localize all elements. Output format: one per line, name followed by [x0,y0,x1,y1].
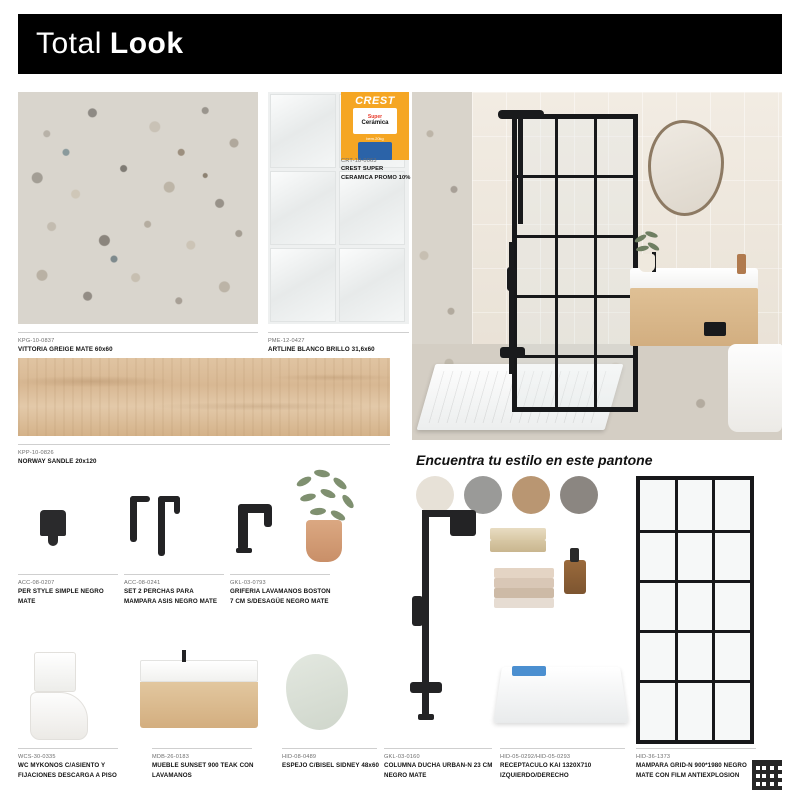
divider-3 [18,444,390,445]
crest-badge-top: Super [367,114,383,121]
product-code: GKL-03-0793 [230,580,266,586]
label-block-crest [341,157,411,183]
label-block-perchas [124,579,224,607]
render-plant [632,232,662,272]
product-code: KPG-10-0837 [18,338,55,344]
product-code: PME-12-0427 [268,338,305,344]
product-image-wc-mykonos [26,648,121,743]
pantone-swatch-4 [560,476,598,514]
render-soap-dispenser [737,254,746,274]
page-title-bold: Look [109,27,184,60]
label-block-wc [18,753,123,781]
product-code: ACC-08-0241 [124,580,161,586]
divider-1 [18,332,258,333]
product-image-mampara-grid-n [636,476,766,748]
render-hand-shower [507,267,516,291]
mueble-tap-icon [182,650,186,662]
product-code: ACC-08-0207 [18,580,55,586]
divider-2 [268,332,409,333]
product-desc: ARTLINE BLANCO BRILLO 31,6x60 [268,346,375,354]
product-desc: MUEBLE SUNSET 900 TEAK CON LAVAMANOS [152,762,254,779]
product-desc: RECEPTACULO KAI 1320X710 IZQUIERDO/DERECHO [500,762,592,779]
label-block-mampara [636,753,756,781]
mampara-panel [636,476,754,744]
product-code: HID-36-1373 [636,754,671,760]
crest-badge [353,108,397,134]
product-image-mueble-sunset [140,648,265,743]
page-title-light: Total [36,27,102,60]
label-block-vittoria [18,337,258,355]
render-glass-screen [512,114,638,412]
divider-p6 [152,748,252,749]
product-code: WCS-30-0335 [18,754,56,760]
crest-badge-bottom: Cerámica [361,120,389,127]
label-block-mueble [152,753,257,781]
product-desc: NORWAY SANDLE 20x120 [18,458,97,466]
product-code: HID-05-0292/HID-05-0293 [500,754,571,760]
divider-p2 [124,574,224,575]
pantone-title: Encuentra tu estilo en este pantone [416,452,653,468]
label-block-receptaculo [500,753,628,781]
decor-olive-plant [286,468,396,588]
crest-promo-box [341,92,409,160]
product-desc: CREST SUPER CERAMICA PROMO 10% [341,166,411,182]
pantone-swatch-3 [512,476,550,514]
divider-p10 [636,748,756,749]
product-image-espejo-sidney [274,648,369,743]
product-desc: GRIFERIA LAVAMANOS BOSTON 7 CM S/DESAGÜE NEGRO MATE [230,588,331,605]
product-image-receptaculo-kai [498,646,628,741]
product-code: CRT-18-0063 [341,158,377,164]
product-desc: WC MYKONOS C/ASIENTO Y FIJACIONES DESCARGA A PISO [18,762,117,779]
product-desc: VITTORIA GREIGE MATE 60x60 [18,346,113,354]
product-code: HID-08-0489 [282,754,317,760]
crest-brand: CREST [355,95,395,107]
render-toilet [728,344,782,432]
product-image-per-style-hook [18,490,113,568]
product-desc: ESPEJO C/BISEL SIDNEY 48x60 [282,762,380,770]
decor-towels-and-soap [490,520,610,630]
tile-sample-vittoria-greige [18,92,258,324]
product-image-set-2-perchas [124,490,219,568]
qr-code-icon [752,760,782,790]
label-block-norway [18,449,268,467]
divider-p7 [282,748,377,749]
product-code: KPP-10-0826 [18,450,54,456]
product-desc: MAMPARA GRID-N 900*1980 NEGRO MATE CON FILM ANTIEXPLOSION [636,762,747,779]
product-code: GKL-03-0160 [384,754,420,760]
product-code: MDB-26-0183 [152,754,190,760]
render-shower-arm [518,116,523,224]
product-desc: SET 2 PERCHAS PARA MAMPARA ASIS NEGRO MATE [124,588,218,605]
label-block-per-style [18,579,118,607]
bathroom-render-image [412,92,782,440]
divider-p9 [500,748,625,749]
page-header [18,14,782,74]
divider-p8 [384,748,492,749]
label-block-columna [384,753,494,781]
divider-p5 [18,748,118,749]
product-desc: COLUMNA DUCHA URBAN-N 23 CM NEGRO MATE [384,762,493,779]
render-vanity-unit [630,288,758,346]
label-block-artline [268,337,418,355]
render-shower-mixer [500,347,525,358]
crest-weight: bem.20kg [366,136,384,141]
tile-sample-norway-sandle [18,358,390,436]
divider-p1 [18,574,118,575]
label-block-espejo [282,753,382,771]
render-toilet-roll-holder [704,322,726,336]
receptaculo-label-icon [512,666,546,676]
product-desc: PER STYLE SIMPLE NEGRO MATE [18,588,104,605]
